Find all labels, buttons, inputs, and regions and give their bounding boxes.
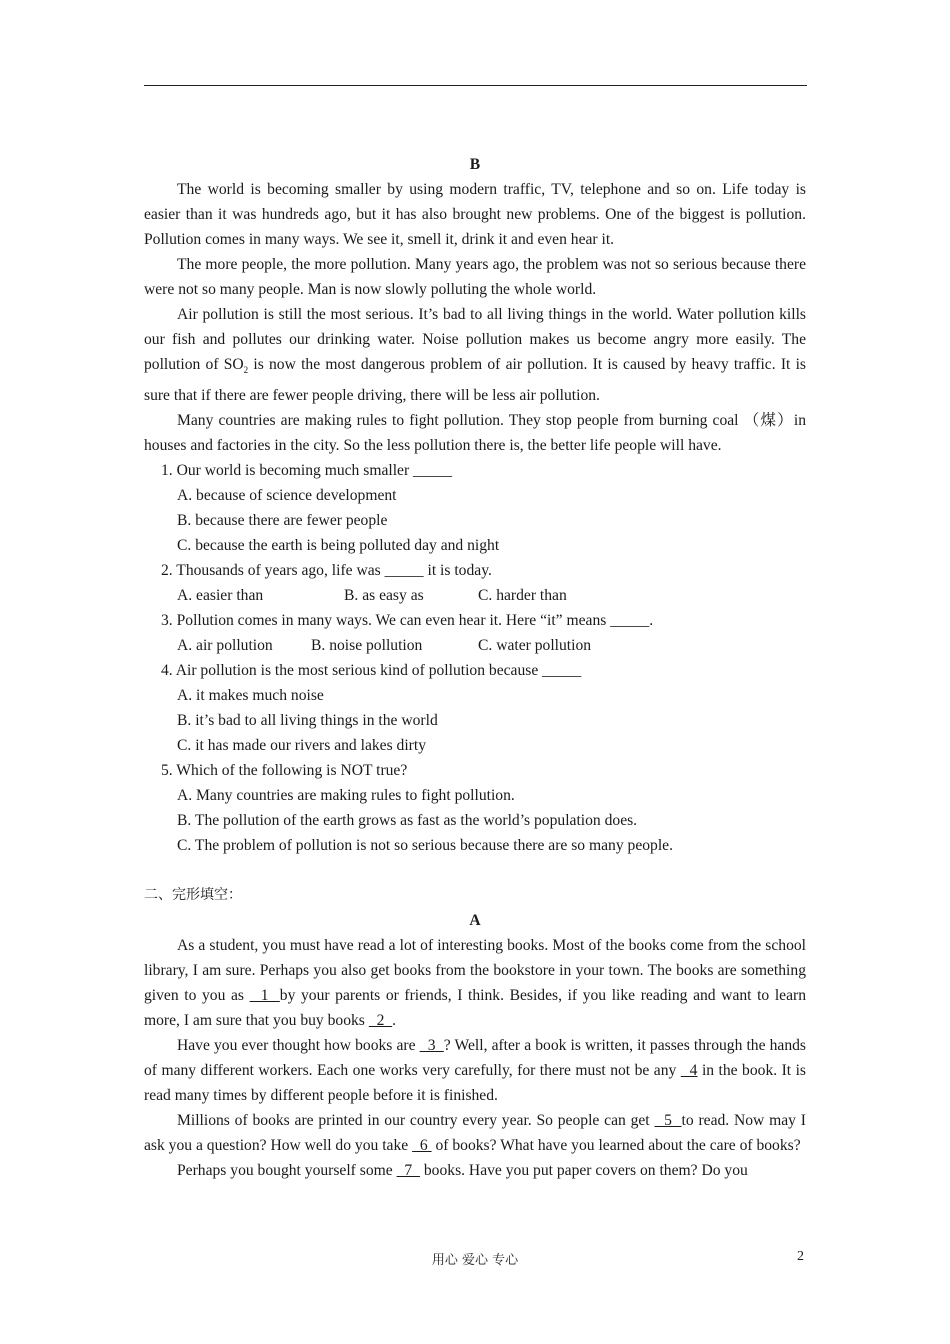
cloze-p4-text-a: Perhaps you bought yourself some: [177, 1162, 397, 1180]
section-b-title: B: [469, 156, 481, 173]
subscript-2: 2: [243, 365, 249, 376]
cloze-p2-text-a: Have you ever thought how books are: [177, 1037, 420, 1055]
question-4: 4. Air pollution is the most serious kind of pollution because _____: [161, 662, 582, 680]
blank-7: 7: [396, 1162, 420, 1180]
cloze-p3-text-c: of books? What have you learned about the care of books?: [431, 1137, 801, 1155]
cloze-p3-text-b: to read. Now may I ask you a question? How well do you take: [144, 1112, 806, 1155]
question-3-option-b: B. noise pollution: [311, 637, 423, 655]
section-two-title: 二、完形填空：: [144, 887, 242, 904]
question-5-option-a: A. Many countries are making rules to fight pollution.: [177, 787, 515, 805]
cloze-p1-text-c: .: [392, 1012, 397, 1030]
question-3-option-c: C. water pollution: [478, 637, 592, 655]
question-4-option-a: A. it makes much noise: [177, 687, 324, 705]
passage-b-paragraph-3: [144, 302, 806, 408]
question-2-option-b: B. as easy as: [344, 587, 424, 605]
paragraph-3-text-a: Air pollution is still the most serious. It’s bad to all living things in the world. Water pollution kills our fish and pollutes our drinking water. Noise pollution makes us become angry more easily. The pollution of SO: [144, 306, 806, 373]
question-1-option-c: C. because the earth is being polluted day and night: [177, 537, 500, 555]
blank-3: 3: [419, 1037, 444, 1055]
question-2-option-a: A. easier than: [177, 587, 264, 605]
passage-b-paragraph-2: The more people, the more pollution. Many years ago, the problem was not so serious because there were not so many people. Man is now slowly polluting the whole world.: [144, 256, 806, 298]
cloze-p4-text-b: books. Have you put paper covers on them? Do you: [419, 1162, 748, 1180]
passage-b-paragraph-1: The world is becoming smaller by using modern traffic, TV, telephone and so on. Life today is easier than it was hundreds ago, but it has also brought new problems. One of the biggest is pollution. Pollution comes in many ways. We see it, smell it, drink it and even hear it.: [144, 181, 806, 248]
question-3-option-a: A. air pollution: [177, 637, 273, 655]
cloze-paragraph-2: [144, 1033, 806, 1108]
question-3-options: [144, 633, 806, 658]
cloze-p3-text-a: Millions of books are printed in our country every year. So people can get: [177, 1112, 655, 1130]
paragraph-3-text-b: is now the most dangerous problem of air pollution. It is caused by heavy traffic. It is sure that if there are fewer people driving, there will be less air pollution.: [144, 356, 806, 405]
question-5-option-c: C. The problem of pollution is not so serious because there are so many people.: [177, 837, 673, 855]
question-5-option-b: B. The pollution of the earth grows as fast as the world’s population does.: [177, 812, 638, 830]
question-2: 2. Thousands of years ago, life was _____ it is today.: [161, 562, 492, 580]
cloze-paragraph-3: [144, 1108, 806, 1158]
cloze-p2-text-b: ? Well, after a book is written, it passes through the hands of many different workers. Each one works very carefully, for there must not be any: [144, 1037, 807, 1080]
question-4-option-c: C. it has made our rivers and lakes dirty: [177, 737, 427, 755]
question-5: 5. Which of the following is NOT true?: [161, 762, 408, 780]
blank-4: 4: [680, 1062, 698, 1080]
question-2-option-c: C. harder than: [478, 587, 567, 605]
cloze-p2-text-c: in the book. It is read many times by different people before it is finished.: [144, 1062, 806, 1105]
question-3: 3. Pollution comes in many ways. We can even hear it. Here “it” means _____.: [161, 612, 654, 630]
cloze-p1-text-a: As a student, you must have read a lot of interesting books. Most of the books come from the school library, I am sure. Perhaps you also get books from the bookstore in your town. The books are something given to you as: [144, 937, 806, 1005]
blank-2: 2: [368, 1012, 393, 1030]
question-1-option-b: B. because there are fewer people: [177, 512, 388, 530]
document-body: [144, 152, 806, 1183]
blank-5: 5: [654, 1112, 682, 1130]
footer-motto: 用心 爱心 专心: [431, 1253, 519, 1268]
question-4-option-b: B. it’s bad to all living things in the world: [177, 712, 438, 730]
passage-b-paragraph-4: Many countries are making rules to fight pollution. They stop people from burning coal （煤）in houses and factories in the city. So the less pollution there is, the better life people will have.: [144, 412, 806, 455]
blank-1: 1: [249, 987, 280, 1005]
question-2-options: [144, 583, 806, 608]
cloze-p1-text-b: by your parents or friends, I think. Besides, if you like reading and want to learn more, I am sure that you buy books: [144, 987, 807, 1030]
question-1-option-a: A. because of science development: [177, 487, 397, 505]
question-1: 1. Our world is becoming much smaller _____: [161, 462, 453, 480]
cloze-paragraph-1: [144, 933, 806, 1033]
header-rule: [144, 85, 807, 86]
blank-6: 6: [412, 1137, 432, 1155]
cloze-paragraph-4: [144, 1158, 806, 1183]
page-number: 2: [797, 1249, 804, 1264]
section-two-subtitle: A: [469, 912, 481, 930]
